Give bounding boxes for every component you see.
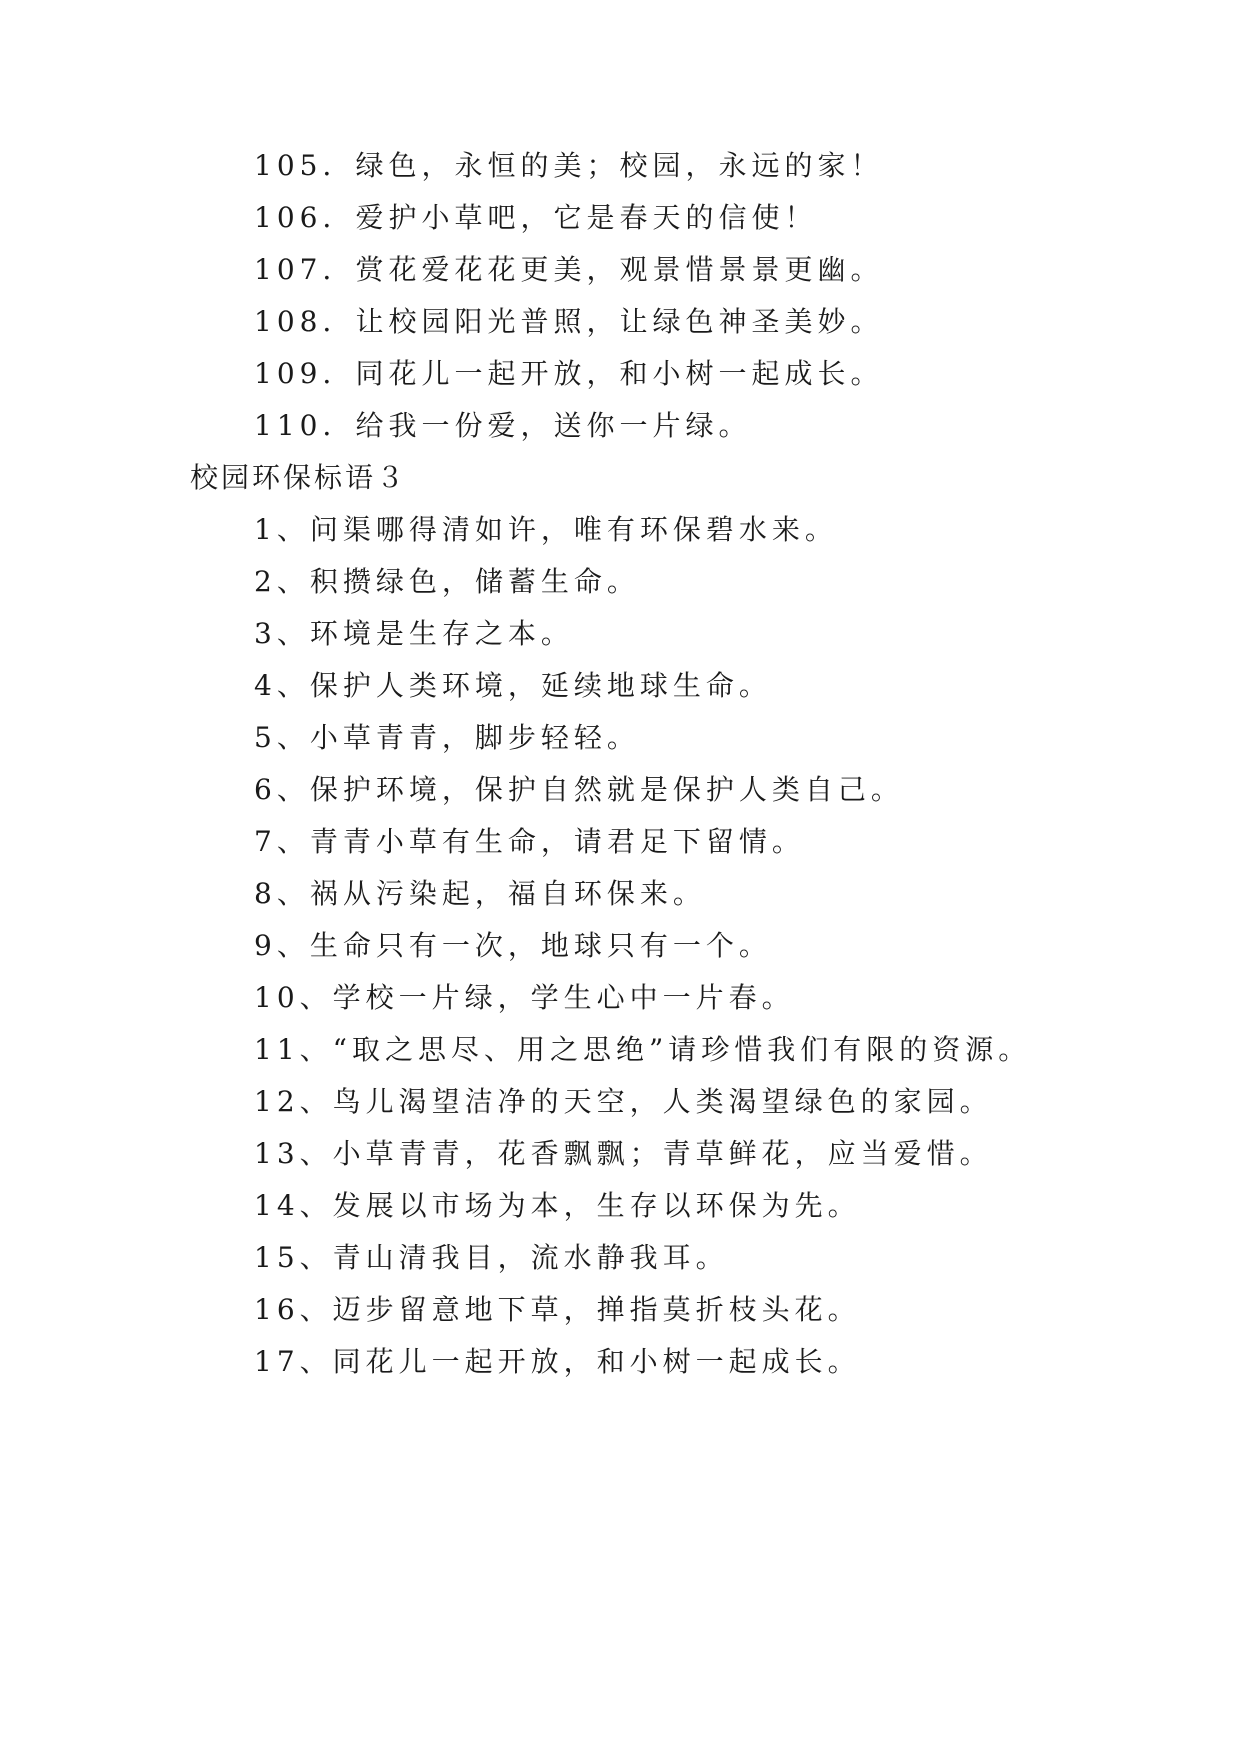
slogan-item: 15、青山清我目，流水静我耳。	[254, 1241, 729, 1274]
slogan-item: 108．让校园阳光普照，让绿色神圣美妙。	[254, 305, 884, 338]
slogan-item: 5、小草青青，脚步轻轻。	[254, 721, 640, 754]
slogan-item: 1、问渠哪得清如许，唯有环保碧水来。	[254, 513, 838, 546]
slogan-item: 12、鸟儿渴望洁净的天空，人类渴望绿色的家园。	[254, 1085, 993, 1118]
slogan-item: 9、生命只有一次，地球只有一个。	[254, 929, 772, 962]
slogan-item: 105．绿色，永恒的美；校园，永远的家！	[254, 149, 884, 182]
slogan-item: 10、学校一片绿，学生心中一片春。	[254, 981, 795, 1014]
slogan-item: 16、迈步留意地下草，掸指莫折枝头花。	[254, 1293, 861, 1326]
slogan-item: 107．赏花爱花花更美，观景惜景景更幽。	[254, 253, 884, 286]
slogan-item: 11、“取之思尽、用之思绝”请珍惜我们有限的资源。	[254, 1033, 1032, 1066]
slogan-item: 4、保护人类环境，延续地球生命。	[254, 669, 772, 702]
slogan-item: 2、积攒绿色，储蓄生命。	[254, 565, 640, 598]
slogan-item: 8、祸从污染起，福自环保来。	[254, 877, 706, 910]
slogan-item: 13、小草青青，花香飘飘；青草鲜花，应当爱惜。	[254, 1137, 993, 1170]
slogan-item: 3、环境是生存之本。	[254, 617, 574, 650]
slogan-item: 17、同花儿一起开放，和小树一起成长。	[254, 1345, 861, 1378]
slogan-item: 110．给我一份爱，送你一片绿。	[254, 409, 752, 442]
section-heading: 校园环保标语３	[190, 461, 408, 494]
slogan-item: 14、发展以市场为本，生存以环保为先。	[254, 1189, 861, 1222]
slogan-item: 109．同花儿一起开放，和小树一起成长。	[254, 357, 884, 390]
slogan-item: 7、青青小草有生命，请君足下留情。	[254, 825, 805, 858]
slogan-item: 6、保护环境，保护自然就是保护人类自己。	[254, 773, 904, 806]
slogan-item: 106．爱护小草吧，它是春天的信使！	[254, 201, 818, 234]
